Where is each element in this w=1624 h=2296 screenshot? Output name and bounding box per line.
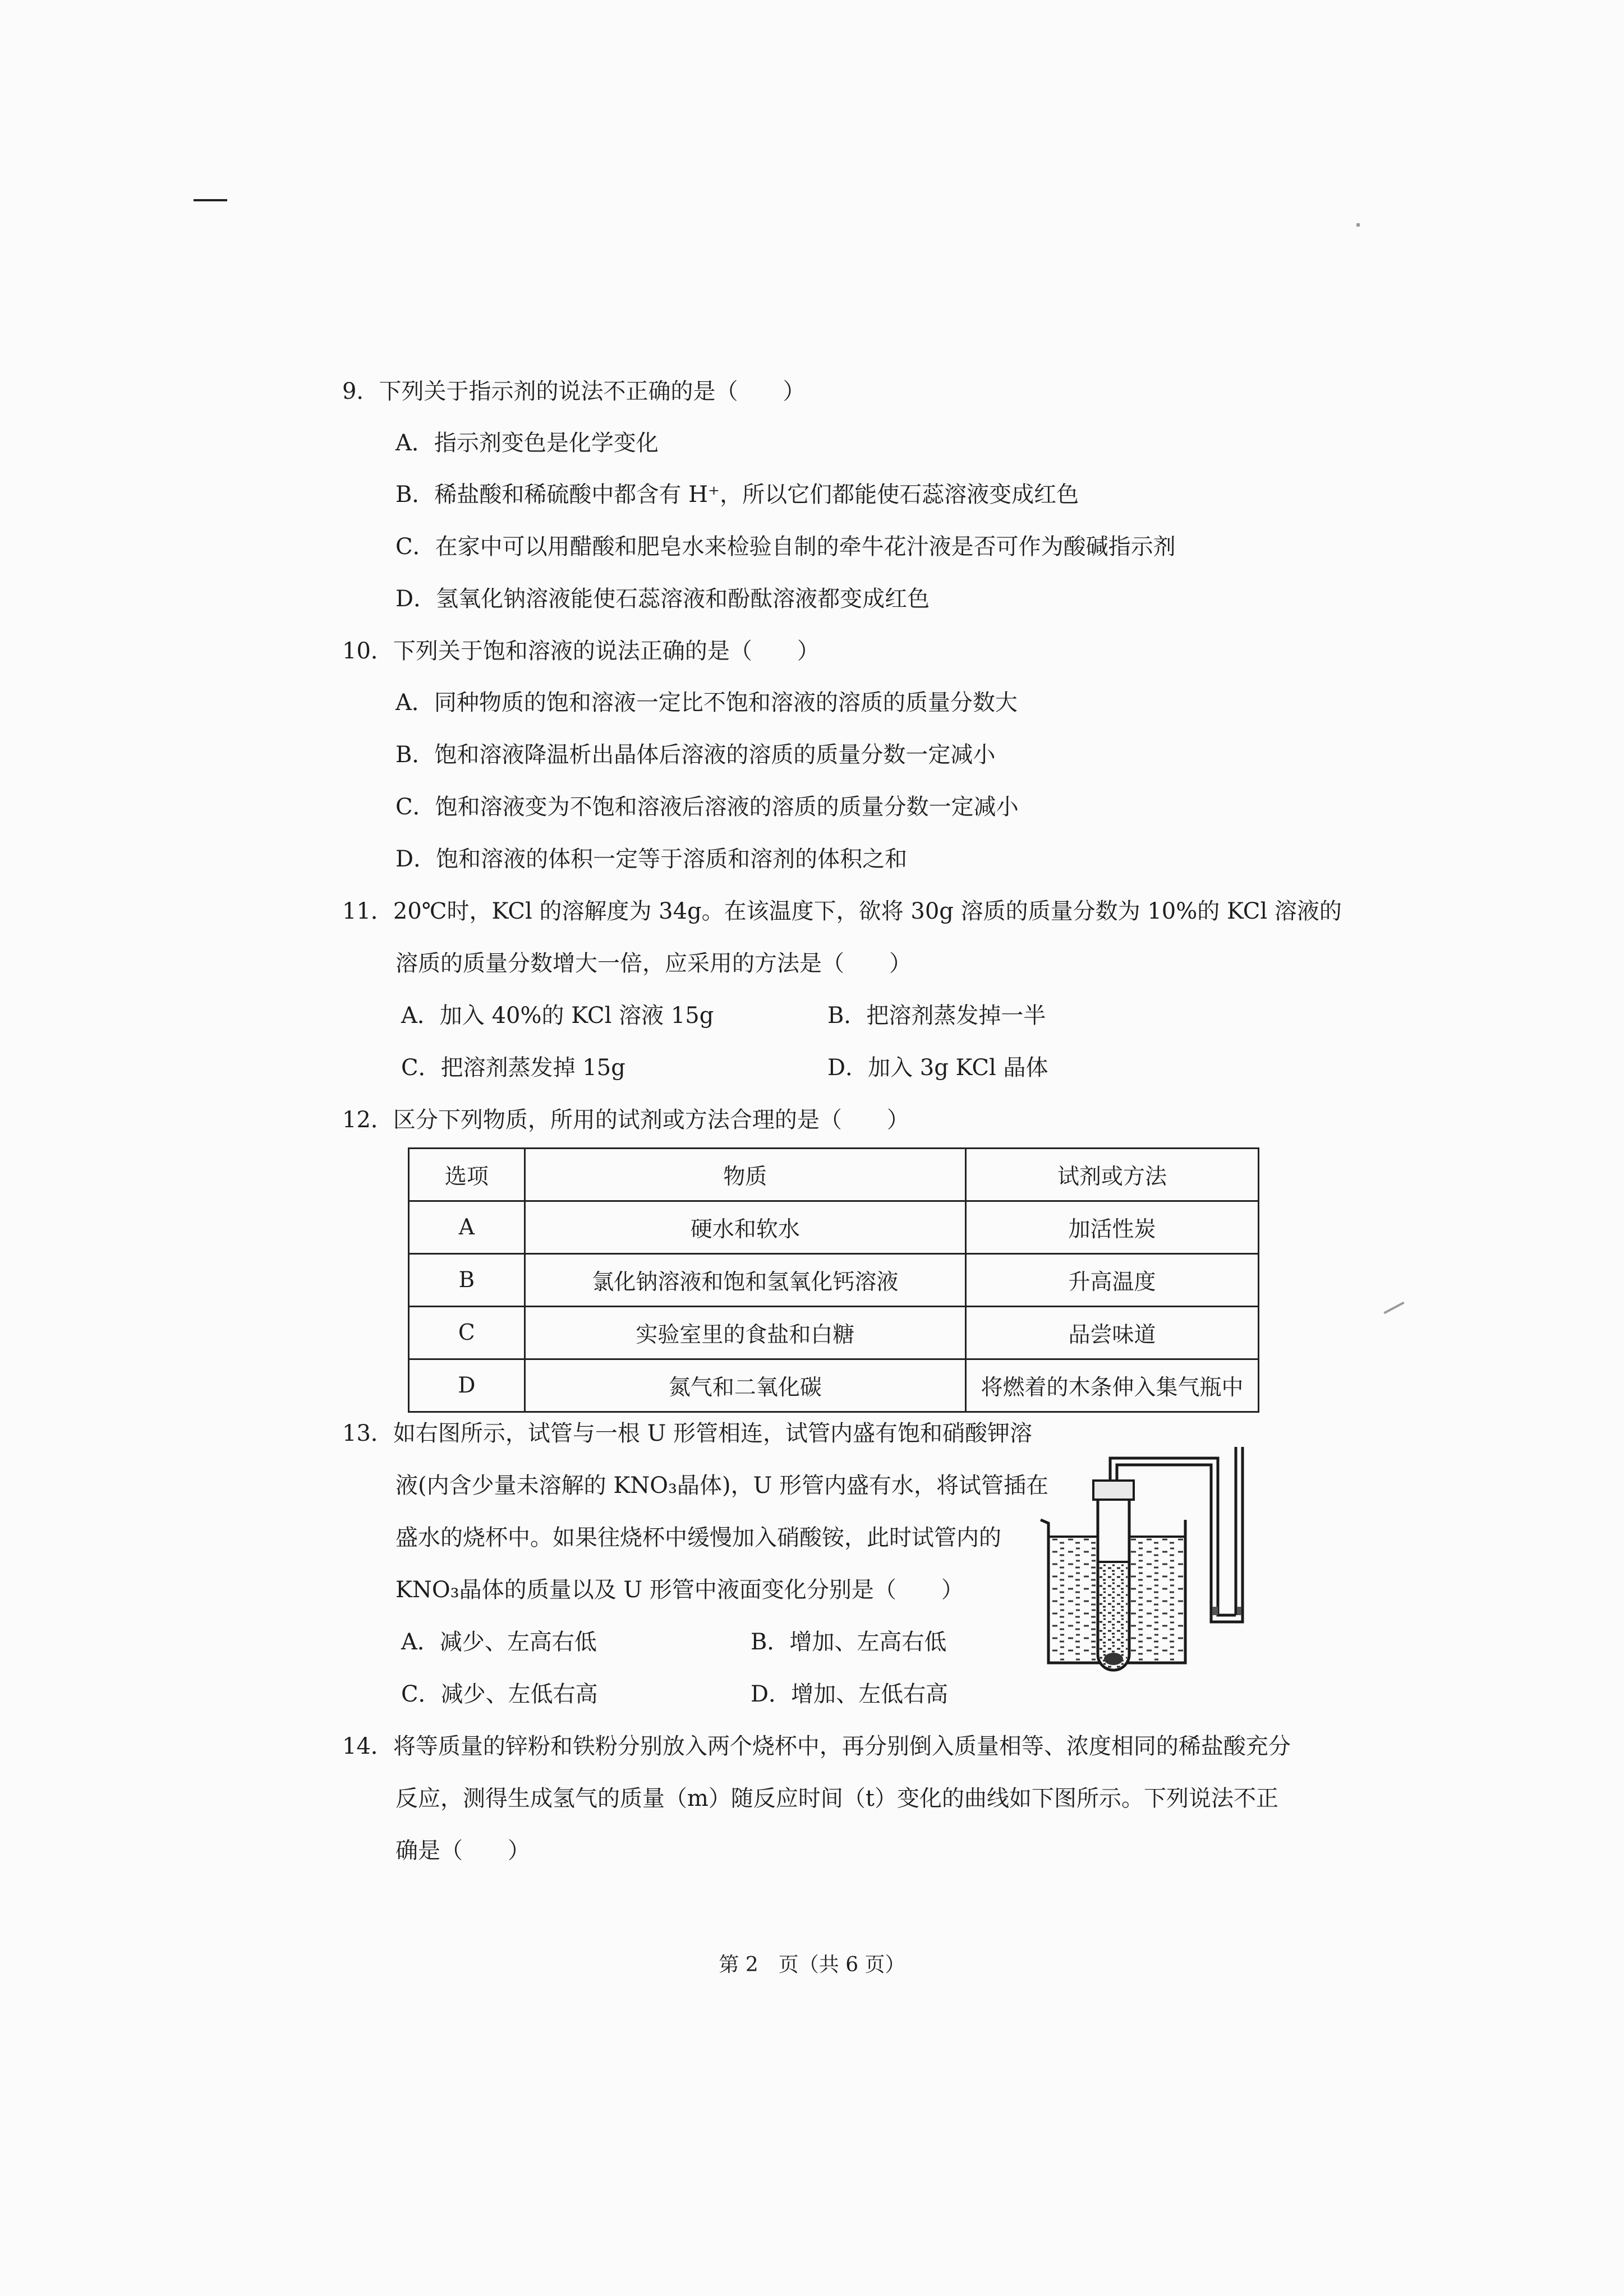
q14-stem-cont: 反应，测得生成氢气的质量（m）随反应时间（t）变化的曲线如下图所示。下列说法不正 [395, 1786, 1279, 1811]
q9-option-c: C．在家中可以用醋酸和肥皂水来检验自制的牵牛花汁液是否可作为酸碱指示剂 [395, 534, 1176, 560]
table-header-cell: 试剂或方法 [966, 1149, 1259, 1201]
q13-stem-cont: 盛水的烧杯中。如果往烧杯中缓慢加入硝酸铵，此时试管内的 [395, 1525, 1001, 1551]
q11-option-d: D．加入 3g KCl 晶体 [827, 1055, 1048, 1081]
table-cell: 氮气和二氧化碳 [525, 1359, 965, 1412]
table-cell: A [409, 1201, 525, 1254]
q9-option-d: D．氢氧化钠溶液能使石蕊溶液和酚酞溶液都变成红色 [395, 586, 930, 612]
table-cell: 加活性炭 [966, 1201, 1259, 1254]
q9-stem: 9．下列关于指示剂的说法不正确的是（ ） [342, 379, 806, 404]
q14-stem: 14．将等质量的锌粉和铁粉分别放入两个烧杯中，再分别倒入质量相等、浓度相同的稀盐酸充分 [342, 1733, 1291, 1759]
table-cell: 硬水和软水 [525, 1201, 965, 1254]
kno3-crystals [1104, 1653, 1123, 1665]
table-header-cell: 物质 [525, 1149, 965, 1201]
table-row [409, 1359, 1259, 1412]
q12-table [408, 1147, 1259, 1413]
q12-stem: 12．区分下列物质，所用的试剂或方法合理的是（ ） [342, 1107, 909, 1133]
q10-option-d: D．饱和溶液的体积一定等于溶质和溶剂的体积之和 [395, 846, 908, 872]
q13-option-a: A．减少、左高右低 [401, 1629, 597, 1655]
table-cell: D [409, 1359, 525, 1412]
q13-option-b: B．增加、左高右低 [751, 1629, 947, 1655]
q13-apparatus-diagram [1035, 1447, 1259, 1682]
table-header-cell: 选项 [409, 1149, 525, 1201]
stopper [1093, 1481, 1134, 1500]
page-footer: 第 2 页（共 6 页） [719, 1953, 905, 1976]
table-cell: 将燃着的木条伸入集气瓶中 [966, 1359, 1259, 1412]
q10-option-c: C．饱和溶液变为不饱和溶液后溶液的溶质的质量分数一定减小 [395, 794, 1019, 820]
q13-stem-cont: KNO₃晶体的质量以及 U 形管中液面变化分别是（ ） [395, 1577, 964, 1603]
table-row [409, 1307, 1259, 1359]
q11-stem: 11．20℃时，KCl 的溶解度为 34g。在该温度下，欲将 30g 溶质的质量分数为 10%的 KCl 溶液的 [342, 898, 1342, 924]
q13-option-c: C．减少、左低右高 [401, 1681, 598, 1707]
q11-stem-cont: 溶质的质量分数增大一倍，应采用的方法是（ ） [395, 951, 912, 976]
table-header-row [409, 1149, 1259, 1201]
q11-option-b: B．把溶剂蒸发掉一半 [827, 1003, 1046, 1029]
corner-mark [194, 199, 227, 201]
q10-stem: 10．下列关于饱和溶液的说法正确的是（ ） [342, 638, 820, 664]
scan-speck [1383, 1302, 1404, 1314]
q14-stem-cont: 确是（ ） [395, 1838, 530, 1864]
scan-speck [1356, 223, 1360, 227]
table-cell: 升高温度 [966, 1254, 1259, 1307]
q13-stem-cont: 液(内含少量未溶解的 KNO₃晶体)，U 形管内盛有水，将试管插在 [395, 1473, 1049, 1499]
u-tube-water-right [1237, 1607, 1241, 1615]
q9-option-a: A．指示剂变色是化学变化 [395, 430, 659, 456]
q10-option-b: B．饱和溶液降温析出晶体后溶液的溶质的质量分数一定减小 [395, 742, 996, 768]
potassium-nitrate-solution [1099, 1562, 1128, 1668]
table-cell: 实验室里的食盐和白糖 [525, 1307, 965, 1359]
q13-option-d: D．增加、左低右高 [751, 1681, 949, 1707]
table-row [409, 1201, 1259, 1254]
q11-option-a: A．加入 40%的 KCl 溶液 15g [401, 1003, 714, 1029]
table-cell: 氯化钠溶液和饱和氢氧化钙溶液 [525, 1254, 965, 1307]
table-cell: 品尝味道 [966, 1307, 1259, 1359]
table-cell: B [409, 1254, 525, 1307]
q10-option-a: A．同种物质的饱和溶液一定比不饱和溶液的溶质的质量分数大 [395, 690, 1018, 716]
table-cell: C [409, 1307, 525, 1359]
q13-stem: 13．如右图所示，试管与一根 U 形管相连，试管内盛有饱和硝酸钾溶 [342, 1421, 1033, 1446]
u-tube-water-left [1212, 1607, 1218, 1615]
table-row [409, 1254, 1259, 1307]
q9-option-b: B．稀盐酸和稀硫酸中都含有 H⁺，所以它们都能使石蕊溶液变成红色 [395, 482, 1079, 508]
q11-option-c: C．把溶剂蒸发掉 15g [401, 1055, 625, 1081]
test-tube [1093, 1481, 1134, 1670]
